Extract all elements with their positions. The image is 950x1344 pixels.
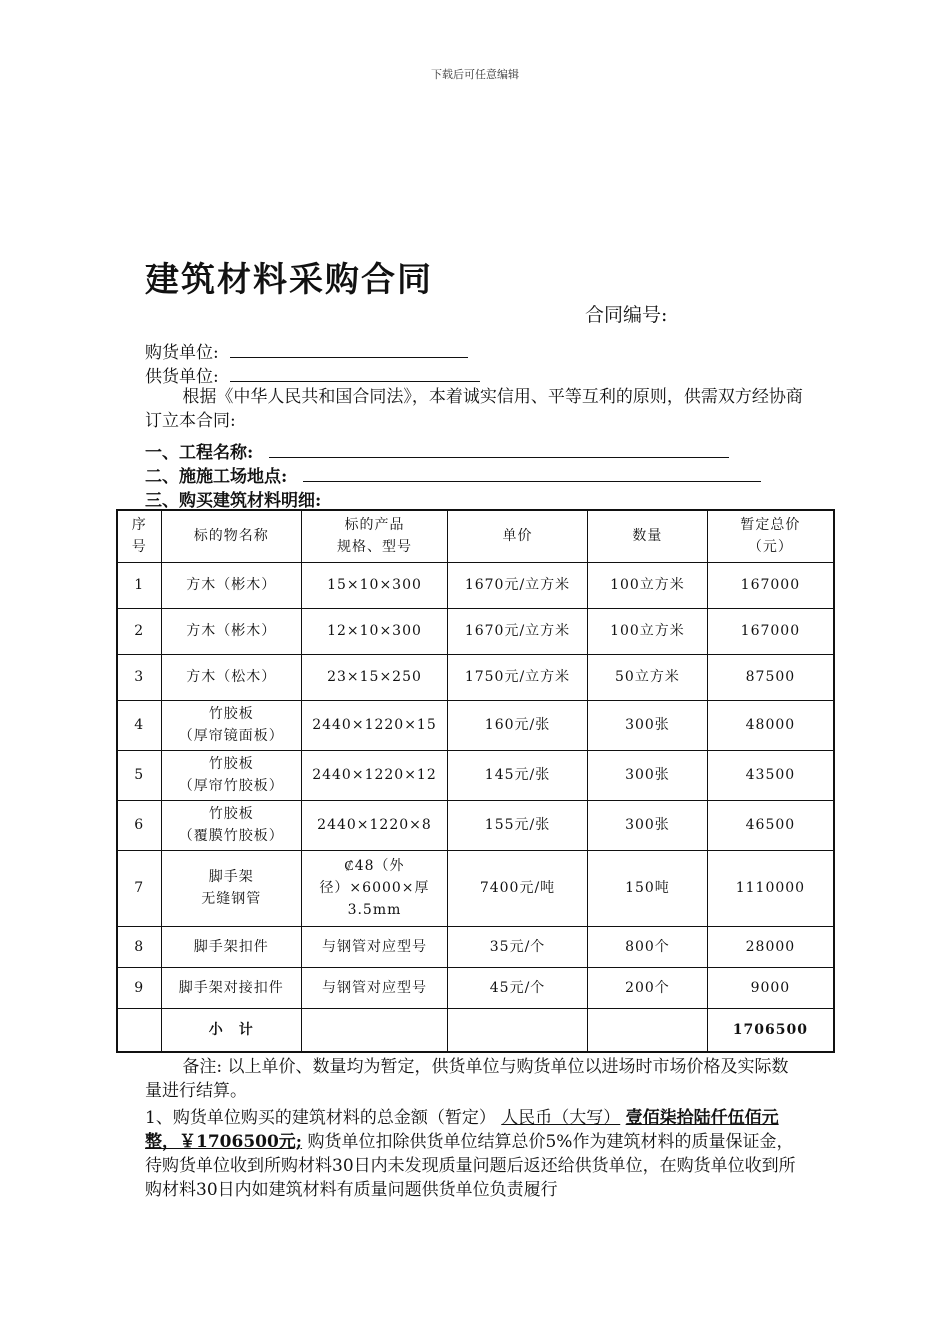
header-spec-line: 规格、型号 bbox=[336, 539, 412, 556]
cell-spec bbox=[302, 800, 448, 850]
cell-qty: 300张 bbox=[588, 750, 708, 800]
cell-price: 1670元/立方米 bbox=[447, 608, 587, 654]
cell-qty: 100立方米 bbox=[588, 608, 708, 654]
cell-spec-line: ₡48（外 bbox=[344, 858, 405, 874]
cell-name bbox=[161, 800, 301, 850]
subtotal-empty bbox=[302, 1008, 448, 1052]
cell-total: 28000 bbox=[707, 926, 834, 967]
cell-index: 2 bbox=[117, 608, 161, 654]
cell-index: 7 bbox=[117, 850, 161, 926]
cell-total: 9000 bbox=[707, 967, 834, 1008]
section-materials: 三、购买建筑材料明细: bbox=[145, 491, 322, 511]
cell-name-line: 脚手架扣件 bbox=[193, 938, 269, 955]
cell-total: 46500 bbox=[707, 800, 834, 850]
cell-qty: 100立方米 bbox=[588, 562, 708, 608]
buyer-label: 购货单位: bbox=[145, 343, 219, 363]
cell-name-line: （厚帘镜面板） bbox=[178, 728, 284, 744]
cell-price: 1670元/立方米 bbox=[447, 562, 587, 608]
subtotal-value: 1706500 bbox=[707, 1008, 834, 1052]
cell-spec-line: 23×15×250 bbox=[327, 669, 422, 685]
cell-name-line: 方木（彬木） bbox=[186, 577, 277, 593]
cell-name bbox=[161, 608, 301, 654]
cell-total: 48000 bbox=[707, 700, 834, 750]
cell-name bbox=[161, 967, 301, 1008]
section-site-label: 二、施施工场地点: bbox=[145, 467, 288, 487]
cell-name-line: 脚手架 bbox=[208, 869, 254, 885]
clause-1-prefix: 1、购货单位购买的建筑材料的总金额（暂定） bbox=[145, 1108, 496, 1128]
cell-spec-line: 与钢管对应型号 bbox=[321, 938, 427, 955]
header-total bbox=[707, 510, 834, 562]
cell-name bbox=[161, 750, 301, 800]
cell-price: 155元/张 bbox=[447, 800, 587, 850]
remark-paragraph: 备注: 以上单价、数量均为暂定，供货单位与购货单位以进场时市场价格及实际数量进行结算。 bbox=[145, 1057, 789, 1101]
cell-spec bbox=[302, 700, 448, 750]
table-row bbox=[117, 967, 834, 1008]
cell-spec bbox=[302, 926, 448, 967]
supplier-label: 供货单位: bbox=[145, 367, 219, 387]
cell-index: 6 bbox=[117, 800, 161, 850]
header-index-line: 序 bbox=[131, 517, 147, 534]
site-blank bbox=[303, 467, 761, 482]
cell-price: 7400元/吨 bbox=[447, 850, 587, 926]
table-row bbox=[117, 654, 834, 700]
cell-name-line: 竹胶板 bbox=[208, 806, 254, 822]
header-note: 下载后可任意编辑 bbox=[431, 68, 519, 81]
cell-spec-line: 3.5mm bbox=[347, 902, 402, 918]
cell-spec bbox=[302, 967, 448, 1008]
cell-index: 9 bbox=[117, 967, 161, 1008]
buyer-line bbox=[145, 338, 468, 363]
cell-spec-line: 2440×1220×12 bbox=[312, 767, 437, 783]
cell-total: 167000 bbox=[707, 562, 834, 608]
header-index-line: 号 bbox=[131, 539, 147, 556]
cell-name-line: 无缝钢管 bbox=[201, 891, 262, 907]
table-row bbox=[117, 800, 834, 850]
cell-name-line: 脚手架对接扣件 bbox=[178, 979, 284, 996]
table-row bbox=[117, 562, 834, 608]
cell-qty: 200个 bbox=[588, 967, 708, 1008]
cell-spec bbox=[302, 608, 448, 654]
subtotal-index bbox=[117, 1008, 161, 1052]
subtotal-empty bbox=[447, 1008, 587, 1052]
clause-1-rest: 购货单位扣除供货单位结算总价5%作为建筑材料的质量保证金，待购货单位收到所购材料30日内未发现质量问题后返还给供货单位，在购货单位收到所购材料30日内如建筑材料有质量问题供货单位负责履行 bbox=[145, 1132, 796, 1200]
section-project-name-label: 一、工程名称: bbox=[145, 443, 254, 463]
cell-name-line: 竹胶板 bbox=[208, 706, 254, 722]
project-name-blank bbox=[269, 443, 729, 458]
document-title: 建筑材料采购合同 bbox=[145, 260, 433, 300]
table-row bbox=[117, 750, 834, 800]
cell-name-line: （覆膜竹胶板） bbox=[178, 828, 284, 844]
cell-index: 1 bbox=[117, 562, 161, 608]
header-name: 标的物名称 bbox=[161, 510, 301, 562]
cell-price: 45元/个 bbox=[447, 967, 587, 1008]
cell-price: 1750元/立方米 bbox=[447, 654, 587, 700]
cell-name bbox=[161, 562, 301, 608]
cell-spec bbox=[302, 562, 448, 608]
cell-qty: 50立方米 bbox=[588, 654, 708, 700]
table-row bbox=[117, 700, 834, 750]
cell-price: 160元/张 bbox=[447, 700, 587, 750]
header-total-line: （元） bbox=[747, 539, 793, 556]
cell-spec-line: 12×10×300 bbox=[327, 623, 422, 639]
cell-name-line: 方木（彬木） bbox=[186, 623, 277, 639]
cell-total: 1110000 bbox=[707, 850, 834, 926]
cell-qty: 800个 bbox=[588, 926, 708, 967]
table-row bbox=[117, 608, 834, 654]
cell-index: 8 bbox=[117, 926, 161, 967]
cell-qty: 150吨 bbox=[588, 850, 708, 926]
cell-index: 4 bbox=[117, 700, 161, 750]
header-spec-line: 标的产品 bbox=[344, 517, 405, 534]
header-spec bbox=[302, 510, 448, 562]
cell-index: 5 bbox=[117, 750, 161, 800]
subtotal-label: 小 计 bbox=[161, 1008, 301, 1052]
cell-spec-line: 径）×6000×厚 bbox=[319, 880, 430, 896]
subtotal-empty bbox=[588, 1008, 708, 1052]
cell-qty: 300张 bbox=[588, 700, 708, 750]
cell-index: 3 bbox=[117, 654, 161, 700]
header-total-line: 暂定总价 bbox=[740, 517, 801, 534]
materials-table bbox=[116, 509, 835, 1053]
cell-price: 35元/个 bbox=[447, 926, 587, 967]
cell-name-line: （厚帘竹胶板） bbox=[178, 778, 284, 794]
clause-1-amount-words: 人民币（大写） bbox=[501, 1108, 621, 1128]
header-price: 单价 bbox=[447, 510, 587, 562]
table-header-row bbox=[117, 510, 834, 562]
cell-name bbox=[161, 654, 301, 700]
cell-name-line: 方木（松木） bbox=[186, 669, 277, 685]
supplier-line bbox=[145, 362, 480, 387]
cell-spec-line: 2440×1220×8 bbox=[317, 817, 432, 833]
cell-name bbox=[161, 926, 301, 967]
subtotal-row bbox=[117, 1008, 834, 1052]
section-site bbox=[145, 462, 761, 487]
cell-name-line: 竹胶板 bbox=[208, 756, 254, 772]
cell-spec bbox=[302, 654, 448, 700]
supplier-blank bbox=[230, 367, 480, 382]
cell-total: 43500 bbox=[707, 750, 834, 800]
cell-price: 145元/张 bbox=[447, 750, 587, 800]
clause-1 bbox=[145, 1106, 805, 1202]
cell-total: 87500 bbox=[707, 654, 834, 700]
table-body bbox=[117, 562, 834, 1008]
cell-qty: 300张 bbox=[588, 800, 708, 850]
header-qty: 数量 bbox=[588, 510, 708, 562]
table-row bbox=[117, 926, 834, 967]
header-index bbox=[117, 510, 161, 562]
table-row bbox=[117, 850, 834, 926]
cell-spec bbox=[302, 750, 448, 800]
cell-spec-line: 15×10×300 bbox=[327, 577, 422, 593]
intro-paragraph: 根据《中华人民共和国合同法》，本着诚实信用、平等互利的原则，供需双方经协商订立本合同: bbox=[145, 387, 803, 431]
cell-total: 167000 bbox=[707, 608, 834, 654]
cell-spec-line: 2440×1220×15 bbox=[312, 717, 437, 733]
cell-spec-line: 与钢管对应型号 bbox=[321, 979, 427, 996]
cell-spec bbox=[302, 850, 448, 926]
contract-number-label: 合同编号: bbox=[585, 304, 668, 326]
cell-name bbox=[161, 850, 301, 926]
cell-name bbox=[161, 700, 301, 750]
section-project-name bbox=[145, 438, 729, 463]
buyer-blank bbox=[230, 343, 468, 358]
clause-1-amount-figure: 壹佰柒拾陆仟伍佰元整，￥1706500元; bbox=[145, 1108, 779, 1152]
